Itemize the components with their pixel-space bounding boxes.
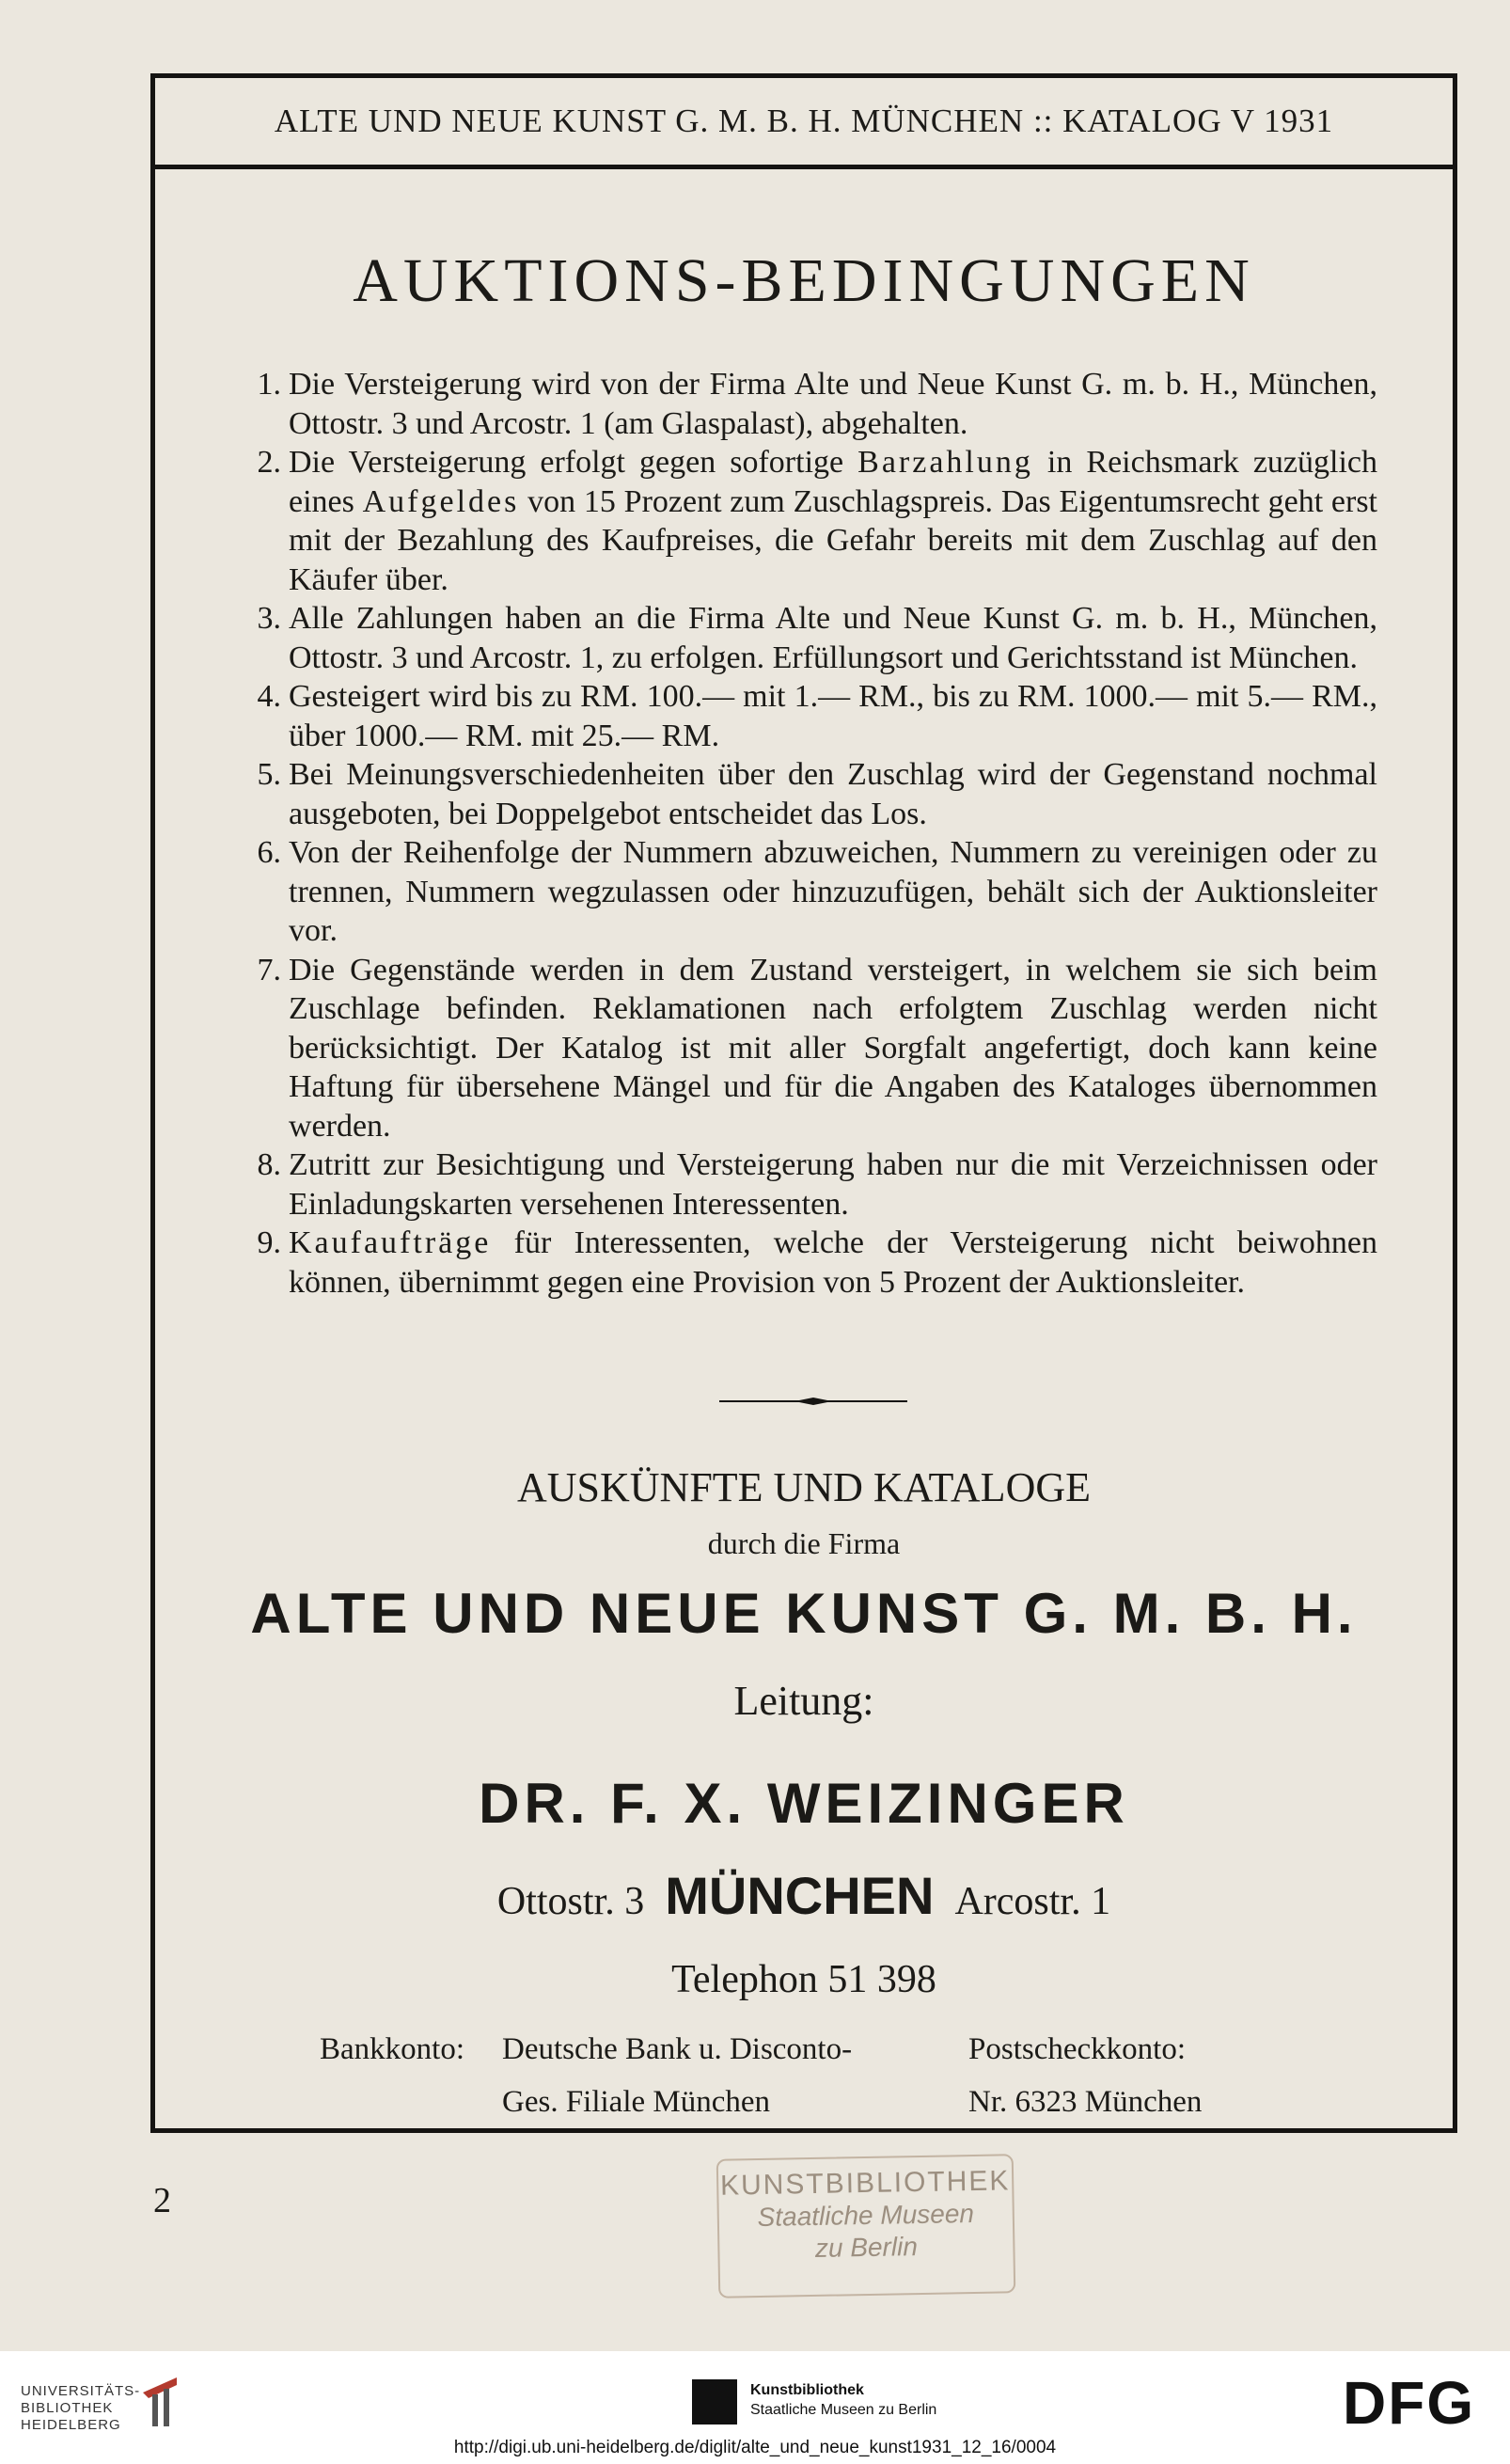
ornament-divider bbox=[719, 1398, 907, 1405]
condition-text-part: für Interessenten, welche der Versteigerung nicht beiwohnen können, übernimmt gegen eine Provision von 5 Prozent der Auktionsleiter. bbox=[289, 1225, 1377, 1300]
heidelberg-line3: HEIDELBERG bbox=[21, 2417, 121, 2433]
condition-item bbox=[240, 677, 1377, 755]
stamp-line3: zu Berlin bbox=[814, 2232, 919, 2263]
heidelberg-line1: UNIVERSITÄTS- bbox=[21, 2383, 141, 2399]
condition-number: 6. bbox=[257, 835, 281, 870]
condition-item bbox=[240, 755, 1377, 833]
condition-number: 9. bbox=[257, 1225, 281, 1260]
condition-emphasis: Barzahlung bbox=[857, 445, 1033, 480]
condition-number: 5. bbox=[257, 757, 281, 792]
condition-item bbox=[240, 951, 1377, 1146]
condition-emphasis: Aufgeldes bbox=[362, 483, 520, 519]
kunstbibliothek-line2: Staatliche Museen zu Berlin bbox=[750, 2402, 937, 2418]
condition-number: 2. bbox=[257, 445, 281, 480]
bank-name-line2: Ges. Filiale München bbox=[502, 2085, 771, 2119]
condition-number: 7. bbox=[257, 952, 281, 987]
digitization-footer bbox=[0, 2351, 1510, 2464]
condition-item bbox=[240, 833, 1377, 951]
condition-item bbox=[240, 365, 1377, 443]
info-heading: AUSKÜNFTE UND KATALOGE bbox=[516, 1464, 1091, 1510]
page-frame bbox=[150, 73, 1457, 2133]
condition-text: Zutritt zur Besichtigung und Versteigerung haben nur die mit Verzeichnissen oder Einladungskarten versehenen Interessenten. bbox=[289, 1147, 1377, 1222]
telephone-number: Telephon 51 398 bbox=[671, 1958, 936, 2001]
kunstbibliothek-label bbox=[750, 2380, 936, 2420]
condition-item bbox=[240, 443, 1377, 599]
condition-item bbox=[240, 599, 1377, 677]
condition-text: Von der Reihenfolge der Nummern abzuweichen, Nummern zu vereinigen oder zu trennen, Nummern wegzulassen oder hinzuzufügen, behält sich der Auktionsleiter vor. bbox=[289, 835, 1377, 948]
auction-conditions-list bbox=[240, 365, 1377, 1302]
bank-spacer bbox=[320, 2076, 498, 2128]
postal-account-number: Nr. 6323 München bbox=[968, 2085, 1203, 2119]
info-subheading: durch die Firma bbox=[707, 1526, 901, 1560]
source-url-link[interactable]: http://digi.ub.uni-heidelberg.de/diglit/alte_und_neue_kunst1931_12_16/0004 bbox=[453, 2438, 1057, 2457]
dfg-logo: DFG bbox=[1343, 2369, 1476, 2437]
library-stamp bbox=[716, 2154, 1016, 2298]
bank-details bbox=[320, 2023, 1316, 2128]
condition-item bbox=[240, 1145, 1377, 1224]
director-name: DR. F. X. WEIZINGER bbox=[479, 1772, 1129, 1835]
condition-emphasis: Kaufaufträge bbox=[289, 1225, 492, 1260]
city-name: MÜNCHEN bbox=[665, 1866, 935, 1925]
street-address-left: Ottostr. 3 bbox=[496, 1880, 645, 1923]
condition-number: 1. bbox=[257, 367, 281, 402]
condition-item bbox=[240, 1224, 1377, 1302]
company-name: ALTE UND NEUE KUNST G. M. B. H. bbox=[250, 1582, 1358, 1645]
condition-text: Die Versteigerung wird von der Firma Alte und Neue Kunst G. m. b. H., München, Ottostr. 3 und Arcostr. 1 (am Glaspalast), abgehalten. bbox=[289, 367, 1377, 441]
address-row bbox=[155, 1865, 1453, 1926]
heidelberg-library-label bbox=[21, 2383, 140, 2434]
condition-text-part: in Reichsmark zuzüglich eines bbox=[289, 445, 1377, 519]
condition-text: Alle Zahlungen haben an die Firma Alte und Neue Kunst G. m. b. H., München, Ottostr. 3 und Arcostr. 1, zu erfolgen. Erfüllungsort und Gerichtsstand ist München. bbox=[289, 601, 1377, 675]
condition-text-part: Die Versteigerung erfolgt gegen sofortige bbox=[289, 445, 858, 480]
bank-account-label: Bankkonto: bbox=[320, 2032, 464, 2066]
heidelberg-logo-icon bbox=[139, 2376, 182, 2430]
kunstbibliothek-logo-icon bbox=[692, 2379, 737, 2425]
postal-account-label: Postscheckkonto: bbox=[968, 2032, 1186, 2066]
heidelberg-line2: BIBLIOTHEK bbox=[21, 2400, 114, 2416]
page-number: 2 bbox=[153, 2181, 171, 2220]
bank-name-line1: Deutsche Bank u. Disconto- bbox=[502, 2032, 853, 2066]
condition-text: Bei Meinungsverschiedenheiten über den Zuschlag wird der Gegenstand nochmal ausgeboten, bei Doppelgebot entscheidet das Los. bbox=[289, 757, 1377, 831]
condition-number: 3. bbox=[257, 601, 281, 636]
management-label: Leitung: bbox=[733, 1678, 874, 1724]
stamp-line1: KUNSTBIBLIOTHEK bbox=[719, 2165, 1011, 2202]
condition-text: Die Gegenstände werden in dem Zustand versteigert, in welchem sie sich beim Zuschlage befinden. Reklamationen nach erfolgtem Zuschlag werden nicht berücksichtigt. Der Katalog ist mit aller Sorgfalt angefertigt, doch kann keine Haftung für übersehene Mängel und für die Angaben des Kataloges übernommen werden. bbox=[289, 952, 1377, 1144]
stamp-line2: Staatliche Museen bbox=[757, 2198, 975, 2233]
condition-text: Gesteigert wird bis zu RM. 100.— mit 1.— RM., bis zu RM. 1000.— mit 5.— RM., über 1000.— RM. mit 25.— RM. bbox=[289, 679, 1377, 753]
condition-number: 8. bbox=[257, 1147, 281, 1182]
catalog-header: ALTE UND NEUE KUNST G. M. B. H. MÜNCHEN :: KATALOG V 1931 bbox=[155, 78, 1453, 169]
condition-number: 4. bbox=[257, 679, 281, 714]
street-address-right: Arcostr. 1 bbox=[954, 1880, 1111, 1923]
page-title: AUKTIONS-BEDINGUNGEN bbox=[353, 246, 1255, 315]
kunstbibliothek-line1: Kunstbibliothek bbox=[750, 2382, 864, 2398]
condition-text-part: von 15 Prozent zum Zuschlagspreis. Das Eigentumsrecht geht erst mit der Bezahlung des Kaufpreises, die Gefahr bereits mit dem Zuschlag auf den Käufer über. bbox=[289, 483, 1377, 597]
